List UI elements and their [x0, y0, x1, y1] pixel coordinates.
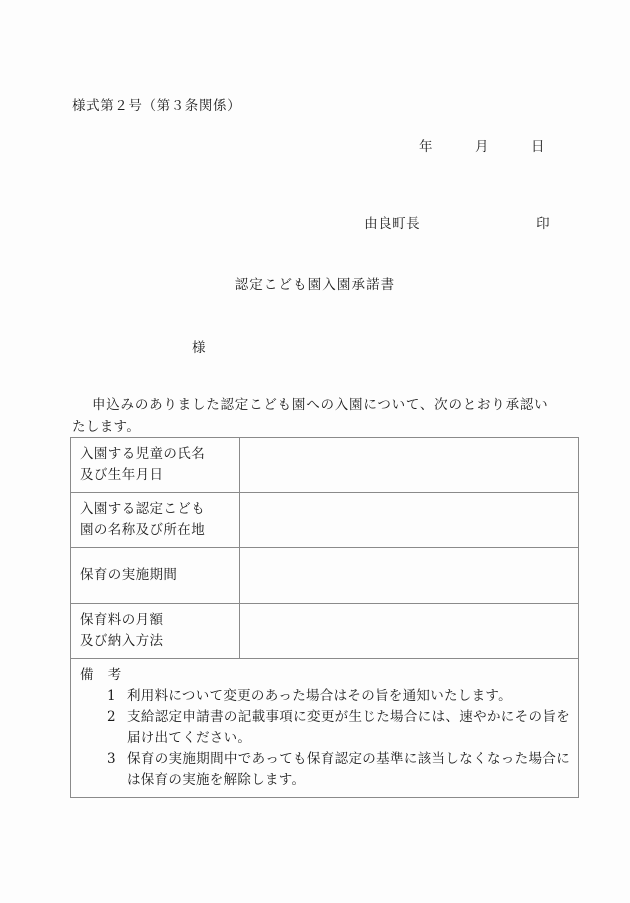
table-row — [71, 548, 579, 604]
label-line-1: 保育の実施期間 — [80, 567, 178, 583]
notes-heading: 備 考 — [80, 667, 122, 683]
note-number: 3 — [107, 751, 116, 767]
table-row — [71, 604, 579, 659]
row-label-care-period — [71, 548, 240, 604]
table-row — [71, 493, 579, 548]
notes-section — [71, 659, 579, 798]
label-line-1: 保育料の月額 — [80, 612, 164, 628]
row-value-child-name[interactable] — [240, 438, 579, 493]
row-value-fee[interactable] — [240, 604, 579, 659]
row-label-child-name — [71, 438, 240, 493]
addressee-honorific: 様 — [192, 340, 206, 356]
row-value-care-period[interactable] — [240, 548, 579, 604]
note-text: 支給認定申請書の記載事項に変更が生じた場合には、速やかにその旨を届け出てください。 — [127, 709, 570, 746]
seal-mark: 印 — [536, 216, 551, 232]
table-row — [71, 438, 579, 493]
label-line-2: 園の名称及び所在地 — [80, 522, 206, 538]
note-text: 保育の実施期間中であっても保育認定の基準に該当しなくなった場合には保育の実施を解除します。 — [127, 751, 570, 788]
form-number: 様式第２号（第３条関係） — [72, 98, 242, 114]
row-label-facility — [71, 493, 240, 548]
page-title: 認定こども園入園承諾書 — [234, 277, 396, 293]
body-paragraph: 申込みのありました認定こども園への入園について、次のとおり承認いたします。 — [72, 397, 548, 435]
label-line-1: 入園する認定こども — [80, 501, 206, 517]
note-item — [80, 707, 570, 749]
row-label-fee — [71, 604, 240, 659]
table-row-notes — [71, 659, 579, 798]
label-line-1: 入園する児童の氏名 — [80, 446, 206, 462]
note-item — [80, 749, 570, 791]
label-line-2: 及び生年月日 — [80, 467, 164, 483]
date-line: 年 月 日 — [419, 139, 545, 155]
note-number: 1 — [107, 688, 116, 704]
label-line-2: 及び納入方法 — [80, 633, 164, 649]
issuer-name: 由良町長 — [364, 216, 421, 232]
note-number: 2 — [107, 709, 116, 725]
row-value-facility[interactable] — [240, 493, 579, 548]
note-text: 利用料について変更のあった場合はその旨を通知いたします。 — [127, 688, 512, 704]
entry-table — [70, 437, 579, 798]
issuer-line — [345, 196, 550, 248]
note-item — [80, 686, 570, 707]
